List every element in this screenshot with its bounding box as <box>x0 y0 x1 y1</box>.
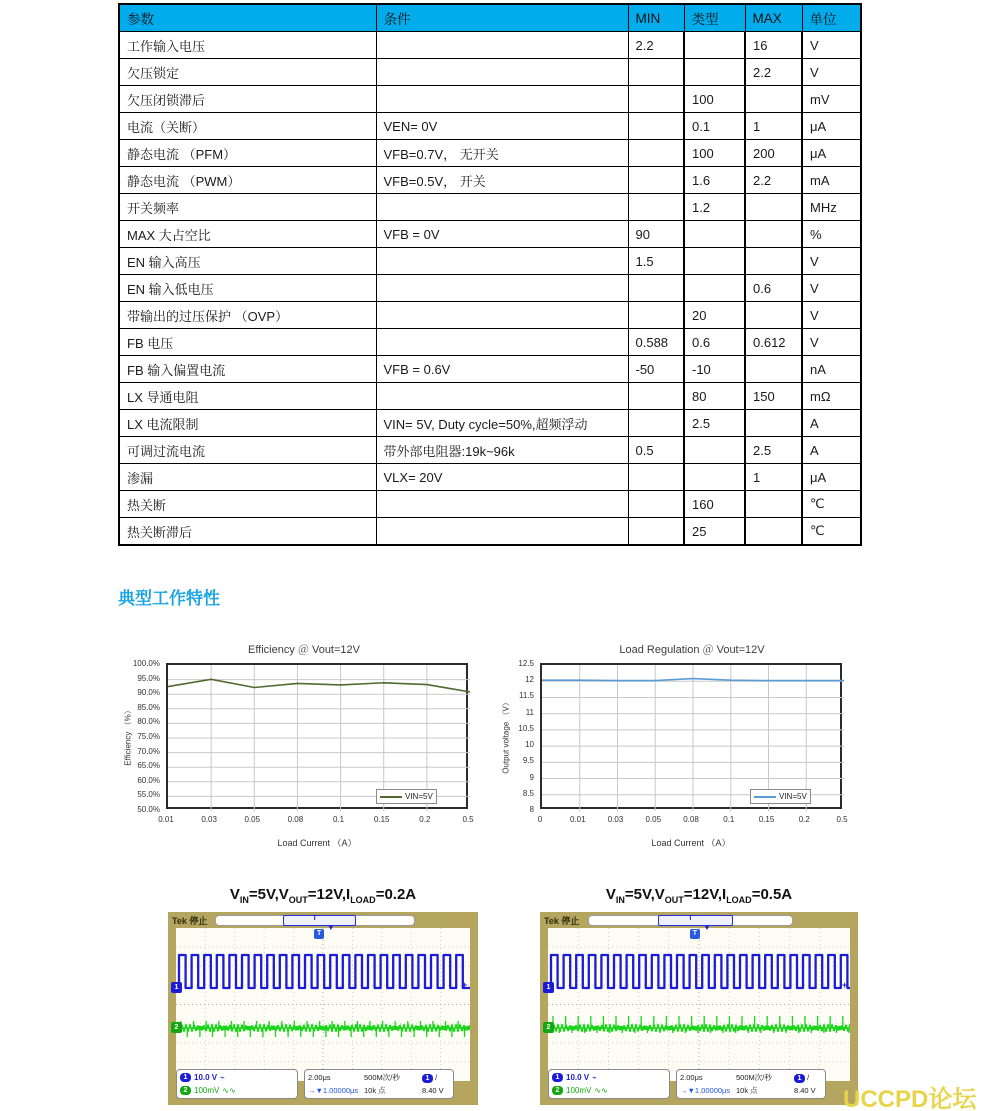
table-cell: mV <box>802 86 861 113</box>
table-cell: 带外部电阻器:19k~96k <box>376 437 628 464</box>
table-cell: V <box>802 275 861 302</box>
table-cell: VFB = 0V <box>376 221 628 248</box>
y-axis-tick: 60.0% <box>137 775 160 785</box>
column-header: 单位 <box>802 4 861 32</box>
table-cell: MHz <box>802 194 861 221</box>
table-cell: -10 <box>684 356 745 383</box>
table-cell <box>745 86 802 113</box>
table-cell: 0.612 <box>745 329 802 356</box>
table-cell: 1.6 <box>684 167 745 194</box>
table-cell <box>745 518 802 546</box>
table-cell <box>376 518 628 546</box>
table-cell: μA <box>802 113 861 140</box>
y-axis-tick: 11.5 <box>519 691 534 701</box>
x-axis-label: Load Current （A） <box>277 838 357 848</box>
acquisition-window <box>658 915 733 926</box>
ch2-scale-row <box>552 1084 666 1097</box>
acquisition-bar <box>215 915 415 926</box>
y-axis-tick: 9.5 <box>522 756 534 766</box>
ch1-square-wave <box>548 955 850 988</box>
plot-area <box>540 663 842 809</box>
table-cell: FB 输入偏置电流 <box>119 356 376 383</box>
y-axis-tick: 9 <box>529 772 534 782</box>
scope-title-text: =0.5A <box>751 886 793 903</box>
timebase-value: 2.00μs <box>308 1073 331 1082</box>
table-cell <box>628 518 684 546</box>
table-row <box>119 221 861 248</box>
table-cell <box>745 491 802 518</box>
x-axis-label: Load Current （A） <box>651 838 731 848</box>
record-length: 10k 点 <box>736 1086 758 1095</box>
table-cell: 静态电流 （PWM） <box>119 167 376 194</box>
table-cell <box>628 59 684 86</box>
table-cell: 静态电流 （PFM） <box>119 140 376 167</box>
watermark: UCCPD论坛 <box>843 1086 977 1111</box>
y-axis-tick: 65.0% <box>137 761 160 771</box>
table-cell: 带输出的过压保护 （OVP） <box>119 302 376 329</box>
x-axis-tick: 0.08 <box>683 815 699 824</box>
table-cell <box>628 383 684 410</box>
table-cell: MAX 大占空比 <box>119 221 376 248</box>
table-cell: 100 <box>684 140 745 167</box>
scope-topbar <box>540 912 858 928</box>
table-row <box>119 329 861 356</box>
table-cell <box>684 464 745 491</box>
trigger-level: 8.40 V <box>422 1086 444 1095</box>
ch1-scale: 10.0 V <box>194 1073 218 1082</box>
table-cell: μA <box>802 464 861 491</box>
x-axis-tick: 0.03 <box>201 815 217 824</box>
y-axis-tick: 90.0% <box>137 688 160 698</box>
trigger-slope-icon: / <box>433 1072 438 1082</box>
table-cell: VLX= 20V <box>376 464 628 491</box>
scope2-title <box>540 886 858 905</box>
table-cell: LX 导通电阻 <box>119 383 376 410</box>
table-cell: 160 <box>684 491 745 518</box>
legend-line-swatch <box>754 796 776 798</box>
table-row <box>119 518 861 546</box>
table-cell: VIN= 5V, Duty cycle=50%,超频浮动 <box>376 410 628 437</box>
table-cell <box>628 491 684 518</box>
table-cell <box>684 221 745 248</box>
trigger-source <box>794 1073 822 1083</box>
y-axis-tick: 85.0% <box>137 702 160 712</box>
table-row <box>119 194 861 221</box>
scope-title-subscript: IN <box>239 895 249 905</box>
table-cell: V <box>802 248 861 275</box>
table-cell <box>684 248 745 275</box>
chart-title: Load Regulation ＠ Vout=12V <box>619 644 765 656</box>
column-header: 条件 <box>376 4 628 32</box>
spec-table <box>118 3 862 546</box>
ch2-marker: 2 <box>543 1022 554 1033</box>
table-cell: % <box>802 221 861 248</box>
column-header: 类型 <box>684 4 745 32</box>
table-cell: FB 电压 <box>119 329 376 356</box>
y-axis-tick: 8 <box>529 805 534 814</box>
x-axis-tick: 0.05 <box>244 815 261 824</box>
oscilloscope-screenshot-2 <box>540 912 858 1105</box>
x-axis-tick: 0.5 <box>462 815 474 824</box>
oscilloscope-screenshot-1 <box>168 912 478 1105</box>
table-row <box>119 140 861 167</box>
scope-title-subscript: OUT <box>664 895 684 905</box>
column-header: 参数 <box>119 4 376 32</box>
trigger-level: 8.40 V <box>794 1086 816 1095</box>
y-axis-label: Efficiency （%） <box>123 706 133 766</box>
ch1-coupling-icon: ⌁ <box>220 1073 225 1082</box>
table-row <box>119 383 861 410</box>
y-axis-tick: 10 <box>525 740 534 750</box>
scope1-title <box>168 886 478 905</box>
scope-title-subscript: LOAD <box>726 895 752 905</box>
table-cell: 200 <box>745 140 802 167</box>
x-axis-tick: 0.5 <box>836 815 848 824</box>
ch1-square-wave <box>176 955 470 988</box>
scope-title-text: =5V,V <box>248 886 289 903</box>
scope-title-subscript: OUT <box>288 895 308 905</box>
channel-scale-box <box>548 1069 670 1099</box>
acquisition-bar <box>588 915 794 926</box>
chart-title: Efficiency ＠ Vout=12V <box>247 644 360 656</box>
channel-scale-box <box>176 1069 298 1099</box>
plot-area <box>166 663 468 809</box>
y-axis-tick: 8.5 <box>522 788 534 798</box>
table-row <box>119 275 861 302</box>
table-cell <box>745 221 802 248</box>
sample-rate: 500M次/秒 <box>364 1073 400 1082</box>
table-row <box>119 410 861 437</box>
table-cell: 0.588 <box>628 329 684 356</box>
table-row <box>119 32 861 59</box>
series-line <box>168 679 470 692</box>
column-header: MIN <box>628 4 684 32</box>
delay-value: →▼1.00000μs <box>680 1086 731 1095</box>
table-cell <box>376 86 628 113</box>
section-title: 典型工作特性 <box>118 589 220 608</box>
y-axis-tick: 100.0% <box>132 659 160 668</box>
header-row <box>119 4 861 32</box>
x-axis-tick: 0.1 <box>333 815 345 824</box>
legend <box>750 789 811 804</box>
table-cell: 0.1 <box>684 113 745 140</box>
table-cell: μA <box>802 140 861 167</box>
table-cell: ℃ <box>802 518 861 546</box>
table-cell: mA <box>802 167 861 194</box>
y-axis-label: Output voltage （V） <box>501 698 511 774</box>
table-cell <box>376 383 628 410</box>
x-axis-tick: 0 <box>537 815 543 824</box>
table-row <box>119 437 861 464</box>
sample-rate: 500M次/秒 <box>736 1073 772 1082</box>
ch1-coupling-icon: ⌁ <box>592 1073 597 1082</box>
y-axis-tick: 70.0% <box>137 746 160 756</box>
table-cell <box>376 59 628 86</box>
ch1-badge: 1 <box>552 1073 563 1082</box>
table-cell: V <box>802 329 861 356</box>
timebase-trigger-box <box>676 1069 826 1099</box>
spec-table-body <box>119 32 861 546</box>
table-cell: 0.6 <box>745 275 802 302</box>
delay-value: →▼1.00000μs <box>308 1086 359 1095</box>
record-length: 10k 点 <box>364 1086 386 1095</box>
table-cell: VEN= 0V <box>376 113 628 140</box>
table-row <box>119 356 861 383</box>
table-cell: 2.5 <box>745 437 802 464</box>
table-cell: 25 <box>684 518 745 546</box>
ch2-scale-row <box>180 1084 294 1097</box>
scope-title-text: =0.2A <box>375 886 417 903</box>
table-cell: mΩ <box>802 383 861 410</box>
table-cell <box>628 86 684 113</box>
ch2-scale: 100mV <box>194 1086 220 1095</box>
ch2-coupling-icon: ∿∿ <box>222 1086 236 1095</box>
trigger-source <box>422 1073 450 1083</box>
table-cell: nA <box>802 356 861 383</box>
table-cell: EN 输入低电压 <box>119 275 376 302</box>
ch1-marker: 1 <box>171 982 182 993</box>
table-cell: LX 电流限制 <box>119 410 376 437</box>
table-cell: 100 <box>684 86 745 113</box>
table-cell: 渗漏 <box>119 464 376 491</box>
y-axis-tick: 95.0% <box>137 673 160 683</box>
efficiency-chart <box>118 633 490 861</box>
table-cell: 1 <box>745 464 802 491</box>
trigger-channel-badge: 1 <box>422 1074 433 1083</box>
ch1-scale: 10.0 V <box>566 1073 590 1082</box>
table-cell: A <box>802 410 861 437</box>
table-cell: -50 <box>628 356 684 383</box>
table-cell <box>745 248 802 275</box>
legend <box>376 789 437 804</box>
load-regulation-chart <box>496 633 888 861</box>
trigger-t-icon: T <box>314 929 324 939</box>
table-row <box>119 491 861 518</box>
table-cell: 2.5 <box>684 410 745 437</box>
trigger-position-marker: T <box>312 915 317 922</box>
legend-label: VIN=5V <box>405 792 433 801</box>
table-cell <box>376 302 628 329</box>
ch2-coupling-icon: ∿∿ <box>594 1086 608 1095</box>
table-row <box>119 113 861 140</box>
scope-title-subscript: LOAD <box>350 895 376 905</box>
table-cell: VFB = 0.6V <box>376 356 628 383</box>
table-cell <box>745 410 802 437</box>
table-cell <box>376 275 628 302</box>
scope-screen <box>174 925 470 1081</box>
table-cell: 工作输入电压 <box>119 32 376 59</box>
table-cell: 80 <box>684 383 745 410</box>
table-cell: 1.5 <box>628 248 684 275</box>
table-cell <box>628 464 684 491</box>
table-row <box>119 464 861 491</box>
table-cell: 热关断滞后 <box>119 518 376 546</box>
x-axis-tick: 0.15 <box>758 815 775 824</box>
table-cell: 20 <box>684 302 745 329</box>
ch2-scale: 100mV <box>566 1086 592 1095</box>
table-cell: 可调过流电流 <box>119 437 376 464</box>
table-cell: 2.2 <box>745 59 802 86</box>
spec-table-header <box>119 4 861 32</box>
table-row <box>119 167 861 194</box>
legend-line-swatch <box>380 796 402 798</box>
table-cell <box>745 194 802 221</box>
table-cell <box>628 113 684 140</box>
y-axis-tick: 55.0% <box>137 790 160 800</box>
table-cell <box>628 275 684 302</box>
table-cell: 欠压闭锁滞后 <box>119 86 376 113</box>
table-cell <box>376 32 628 59</box>
scope-title-text: V <box>605 886 616 903</box>
timebase-trigger-box <box>304 1069 454 1099</box>
table-cell: 150 <box>745 383 802 410</box>
scope-title-text: =12V,I <box>307 886 351 903</box>
y-axis-tick: 12 <box>525 675 534 685</box>
table-cell: 0.5 <box>628 437 684 464</box>
scope-title-text: V <box>229 886 240 903</box>
x-axis-tick: 0.2 <box>798 815 810 824</box>
table-row <box>119 302 861 329</box>
x-axis-tick: 0.15 <box>373 815 390 824</box>
y-axis-tick: 12.5 <box>518 659 534 668</box>
scope-title-text: =12V,I <box>683 886 727 903</box>
ch1-badge: 1 <box>180 1073 191 1082</box>
waveform-svg <box>176 928 470 1081</box>
y-axis-tick: 50.0% <box>137 805 160 814</box>
table-cell: VFB=0.7V， 无开关 <box>376 140 628 167</box>
table-cell: 90 <box>628 221 684 248</box>
table-row <box>119 86 861 113</box>
waveform-svg <box>548 928 850 1081</box>
table-cell <box>745 302 802 329</box>
trace-end-marker: + <box>842 980 848 990</box>
x-axis-tick: 0.08 <box>287 815 304 824</box>
table-cell <box>684 59 745 86</box>
scope-brand-status: Tek 停止 <box>172 916 208 926</box>
table-cell <box>628 410 684 437</box>
table-cell: 2.2 <box>745 167 802 194</box>
ch1-scale-row <box>552 1071 666 1084</box>
table-cell: 电流（关断） <box>119 113 376 140</box>
acquisition-window <box>283 915 356 926</box>
x-axis-tick: 0.03 <box>607 815 624 824</box>
table-cell: 1.2 <box>684 194 745 221</box>
table-cell: V <box>802 302 861 329</box>
table-cell: A <box>802 437 861 464</box>
trigger-position-marker: T <box>688 915 693 922</box>
scope-title-subscript: IN <box>615 895 625 905</box>
scope-screen <box>546 925 850 1081</box>
table-cell: VFB=0.5V， 开关 <box>376 167 628 194</box>
x-axis-tick: 0.05 <box>645 815 662 824</box>
table-cell: ℃ <box>802 491 861 518</box>
table-cell: 1 <box>745 113 802 140</box>
column-header: MAX <box>745 4 802 32</box>
y-axis-tick: 11 <box>525 707 534 717</box>
table-cell: 热关断 <box>119 491 376 518</box>
table-cell <box>376 329 628 356</box>
table-cell <box>628 140 684 167</box>
table-cell <box>628 194 684 221</box>
x-axis-tick: 0.2 <box>419 815 431 824</box>
ch2-marker: 2 <box>171 1022 182 1033</box>
ch1-scale-row <box>180 1071 294 1084</box>
table-cell <box>628 167 684 194</box>
table-cell: 2.2 <box>628 32 684 59</box>
scope-topbar <box>168 912 478 928</box>
trigger-channel-badge: 1 <box>794 1074 805 1083</box>
trigger-slope-icon: / <box>805 1072 810 1082</box>
table-cell <box>376 248 628 275</box>
table-cell <box>745 356 802 383</box>
table-row <box>119 248 861 275</box>
y-axis-tick: 10.5 <box>518 723 534 733</box>
table-row <box>119 59 861 86</box>
scope-title-text: =5V,V <box>624 886 665 903</box>
y-axis-tick: 75.0% <box>137 732 160 741</box>
table-cell: EN 输入高压 <box>119 248 376 275</box>
trace-end-marker: + <box>462 980 468 990</box>
x-axis-tick: 0.01 <box>158 815 174 824</box>
table-cell <box>684 32 745 59</box>
table-cell: 欠压锁定 <box>119 59 376 86</box>
legend-label: VIN=5V <box>779 792 807 801</box>
trigger-arrow-icon: ▼ <box>703 925 711 932</box>
ch2-badge: 2 <box>180 1086 191 1095</box>
ch1-marker: 1 <box>543 982 554 993</box>
y-axis-tick: 80.0% <box>137 717 160 727</box>
ch2-badge: 2 <box>552 1086 563 1095</box>
table-cell: 0.6 <box>684 329 745 356</box>
table-cell <box>376 491 628 518</box>
table-cell: 16 <box>745 32 802 59</box>
x-axis-tick: 0.01 <box>569 815 586 824</box>
ch2-noise-band <box>176 1024 470 1032</box>
scope-brand-status: Tek 停止 <box>544 916 580 926</box>
table-cell <box>376 194 628 221</box>
table-cell <box>628 302 684 329</box>
trigger-t-icon: T <box>690 929 700 939</box>
table-cell <box>684 437 745 464</box>
timebase-value: 2.00μs <box>680 1073 703 1082</box>
table-cell: V <box>802 32 861 59</box>
table-cell: 开关频率 <box>119 194 376 221</box>
table-cell: V <box>802 59 861 86</box>
x-axis-tick: 0.1 <box>723 815 735 824</box>
trigger-arrow-icon: ▼ <box>327 925 335 932</box>
table-cell <box>684 275 745 302</box>
